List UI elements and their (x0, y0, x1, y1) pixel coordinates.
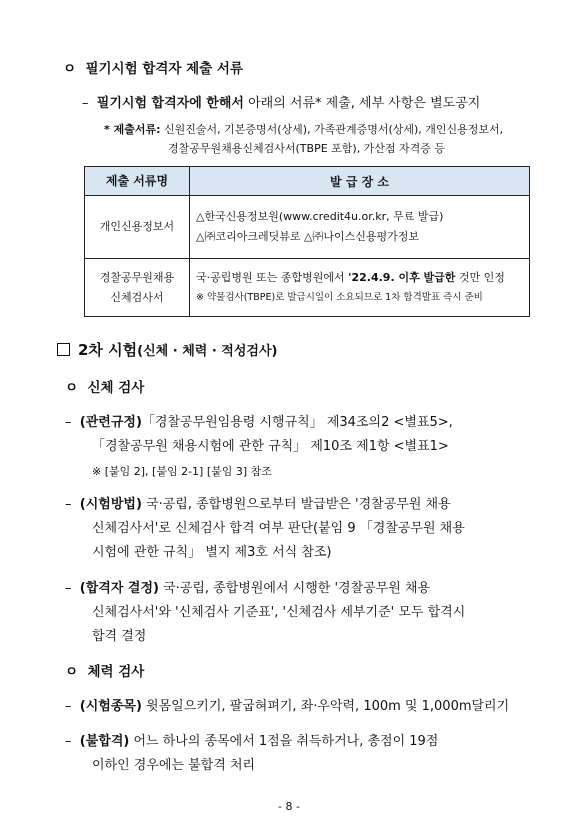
item-text: 국·공립, 종합병원에서 시행한 '경찰공무원 채용 (158, 581, 431, 596)
dash-marker: – (65, 734, 72, 749)
note-label: * 제출서류: (104, 123, 161, 136)
page-number: - 8 - (278, 800, 300, 813)
fitness-item-events (65, 695, 509, 714)
issue-note: ※ 약물검사(TBPE)로 발급시일이 소요되므로 1차 합격발표 즉시 준비 (196, 291, 483, 303)
stage2-subtitle: (신체 · 체력 · 적성검사) (137, 344, 278, 359)
stage2-title: 2차 시험 (78, 341, 138, 359)
body-item-pass (65, 577, 430, 596)
body-item-method (65, 493, 451, 512)
item-label: (시험종목) (79, 699, 142, 714)
document-table (84, 166, 530, 317)
fitness-item-fail (65, 730, 438, 749)
issue-line: △한국신용정보원(www.credit4u.or.kr, 무료 발급) (196, 210, 444, 223)
dash-marker: – (65, 415, 72, 430)
table-row (85, 259, 530, 317)
item-text: 윗몸일으키기, 팔굽혀펴기, 좌·우악력, 100m 및 1,000m달리기 (141, 699, 510, 714)
issue-line (196, 268, 523, 288)
dash-marker: – (65, 581, 72, 596)
table-header-row (85, 167, 530, 196)
item-label: (불합격) (79, 734, 130, 749)
item-label: (합격자 결정) (79, 581, 159, 596)
item-text: 국·공립, 종합병원으로부터 발급받은 '경찰공무원 채용 (141, 497, 451, 512)
dash-marker: – (65, 699, 72, 714)
row-issue-place (190, 259, 530, 317)
doc-name-line: 경찰공무원채용 (99, 270, 175, 284)
bullet-circle: ㅇ (65, 664, 79, 680)
item-text-line: 신체검사서'로 신체검사 합격 여부 판단(붙임 9 「경찰공무원 채용 (92, 521, 465, 536)
submission-bold: 필기시험 합격자에 한해서 (96, 96, 244, 111)
heading-text: 필기시험 합격자 제출 서류 (85, 61, 244, 77)
header-issue-place: 발 급 장 소 (190, 167, 530, 196)
item-text-line: 시험에 관한 규칙」 별지 제3호 서식 참조) (92, 545, 332, 560)
subheading-fitness (65, 660, 144, 680)
submission-rest: 아래의 서류* 제출, 세부 사항은 별도공지 (243, 96, 481, 111)
subheading-body-check (65, 376, 144, 396)
body-item-regulation (65, 411, 453, 430)
item-label: (관련규정) (79, 415, 142, 430)
row-issue-place (190, 196, 530, 259)
item-text-line: 신체검사서'와 '신체검사 기준표', '신체검사 세부기준' 모두 합격시 (92, 605, 466, 620)
item-text: 어느 하나의 종목에서 1점을 취득하거나, 총점이 19점 (129, 734, 439, 749)
item-text-line: 「경찰공무원 채용시험에 관한 규칙」 제10조 제1항 <별표1> (92, 439, 449, 454)
issue-date-bold: '22.4.9. 이후 발급한 (348, 270, 456, 284)
header-doc-name: 제출 서류명 (85, 167, 190, 196)
item-text-line: 합격 결정 (92, 629, 147, 644)
item-text-line: 이하인 경우에는 불합격 처리 (92, 758, 256, 773)
row-doc-name: 개인신용정보서 (85, 196, 190, 259)
issue-line: △㈜코리아크레딧뷰로 △㈜나이스신용평가정보 (196, 230, 420, 243)
section-heading-stage2 (57, 339, 277, 360)
table-row (85, 196, 530, 259)
section-heading-documents (63, 57, 243, 77)
dash-marker: – (65, 497, 72, 512)
issue-text: 국·공립병원 또는 종합병원에서 (196, 270, 349, 284)
subheading-text: 신체 검사 (87, 380, 145, 396)
note-text1: 신원진술서, 기본증명서(상세), 가족관계증명서(상세), 개인신용정보서, (160, 123, 504, 136)
subheading-text: 체력 검사 (87, 664, 145, 680)
submission-note-line2: 경찰공무원채용신체검사서(TBPE 포함), 가산점 자격증 등 (168, 142, 446, 155)
submission-line (82, 92, 480, 111)
item-text: 「경찰공무원임용령 시행규칙」 제34조의2 <별표5>, (141, 415, 453, 430)
doc-name-line: 신체검사서 (110, 290, 164, 304)
submission-note-line1 (104, 121, 503, 137)
bullet-circle: ㅇ (65, 380, 79, 396)
dash-marker: – (82, 96, 89, 111)
bullet-circle: ㅇ (63, 61, 77, 77)
item-note: ※ [붙임 2], [붙임 2-1] [붙임 3] 참조 (92, 465, 272, 478)
row-doc-name (85, 259, 190, 317)
square-bullet-icon (57, 343, 70, 356)
item-label: (시험방법) (79, 497, 142, 512)
issue-text: 것만 인정 (455, 270, 505, 284)
